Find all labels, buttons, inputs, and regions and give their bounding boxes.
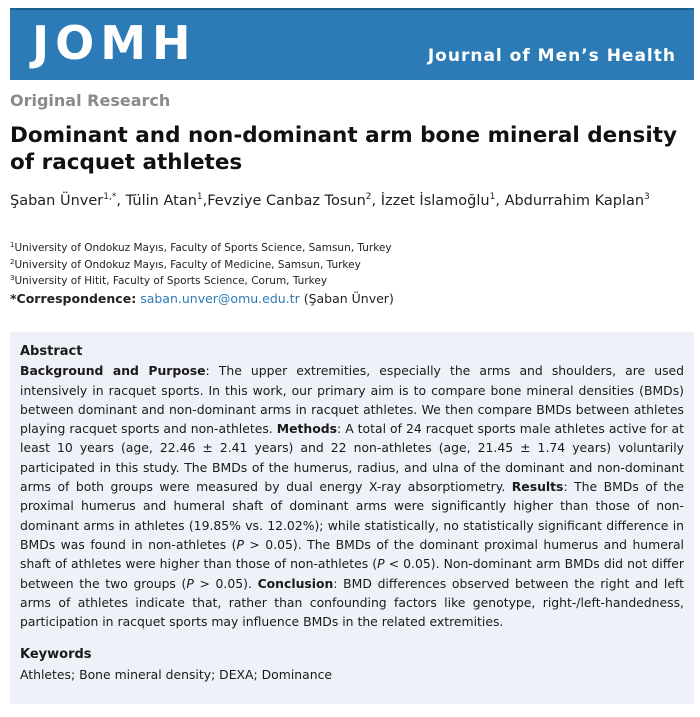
background-label: Background and Purpose xyxy=(20,363,206,379)
correspondence-label: *Correspondence: xyxy=(10,291,137,306)
affiliation-item: $^1$University of Ondokuz Mayıs, Faculty of Sports Science, Samsun, Turkey xyxy=(10,241,392,254)
affiliation-item: $^2$University of Ondokuz Mayıs, Faculty of Medicine, Samsun, Turkey xyxy=(10,257,361,271)
correspondence-name: (Şaban Ünver) xyxy=(303,291,394,306)
correspondence-email-link[interactable]: saban.unver@omu.edu.tr xyxy=(140,291,300,306)
journal-name: Journal of Men’s Health xyxy=(427,46,676,66)
author-affil-marker: 2 xyxy=(365,192,372,202)
paper-title xyxy=(10,122,690,176)
methods-label: Methods xyxy=(276,421,338,437)
author-name[interactable]: İzzet İslamoğlu xyxy=(380,193,490,209)
affiliation-item: $^3$University of Hitit, Faculty of Sports Science, Corum, Turkey xyxy=(10,274,328,287)
results-label: Results xyxy=(511,479,564,495)
correspondence xyxy=(10,291,394,306)
keywords-text: Athletes; Bone mineral density; DEXA; Dominance xyxy=(20,666,332,682)
author-name[interactable]: Fevziye Canbaz Tosun xyxy=(207,193,366,209)
abstract-box xyxy=(10,332,694,704)
author-affil-marker: 1 xyxy=(196,192,203,202)
abstract-heading: Abstract xyxy=(20,344,83,359)
title-line-1: Dominant and non-dominant arm bone mineral density xyxy=(10,123,677,148)
conclusion-label: Conclusion xyxy=(257,575,334,591)
author-affil-marker: 1 xyxy=(489,192,496,202)
journal-banner xyxy=(10,8,694,80)
journal-logo: JOMH xyxy=(32,16,197,70)
article-type: Original Research xyxy=(10,91,171,110)
author-affil-marker: 1,* xyxy=(103,192,117,202)
author-name[interactable]: Şaban Ünver xyxy=(10,193,104,209)
affiliations xyxy=(10,239,392,289)
title-line-2: of racquet athletes xyxy=(10,150,243,175)
author-name[interactable]: Tülin Atan xyxy=(125,193,197,209)
abstract-text: Background and Purpose: The upper extremities, especially the arms and shoulders, are used intensively in racquet sports. In this work, our primary aim is to compare bone mineral densities (BMDs) between dominant and non-dominant arms in racquet athletes. We then compare BMDs between athletes playing racquet sports and non-athletes. Methods: A total of 24 racquet sports male athletes active for at least 10 years (age, 22.46 ± 2.41 years) and 22 non-athletes (age, 21.45 ± 1.74 years) voluntarily participated in this study. The BMDs of the humerus, radius, and ulna of the dominant and non-dominant arms of both groups were measured by dual energy X-ray absorptiometry. Results: The BMDs of the proximal humerus and humeral shaft of dominant arms were significantly higher than those of non-dominant arms in athletes (19.85% vs. 12.02%); while statistically, no statistically significant difference in BMDs was found in non-athletes (P > 0.05). The BMDs of the dominant proximal humerus and humeral shaft of athletes were higher than those of non-athletes (P < 0.05). Non-dominant arm BMDs did not differ between the two groups (P > 0.05). Conclusion: BMD differences observed between the right and left arms of athletes indicate that, rather than confounding factors like genotype, right-/left-handedness, participation in racquet sports may influence BMDs in the related extremities. xyxy=(20,363,685,630)
author-name[interactable]: Abdurrahim Kaplan xyxy=(504,193,645,209)
author-affil-marker: 3 xyxy=(644,192,650,202)
keywords-heading: Keywords xyxy=(20,647,92,663)
author-list: Şaban Ünver$^{1,*}$, Tülin Atan$^1$,Fevziye Canbaz Tosun$^2$, İzzet İslamoğlu$^1$, Abdurrahim Kaplan$^3$ xyxy=(10,192,650,209)
